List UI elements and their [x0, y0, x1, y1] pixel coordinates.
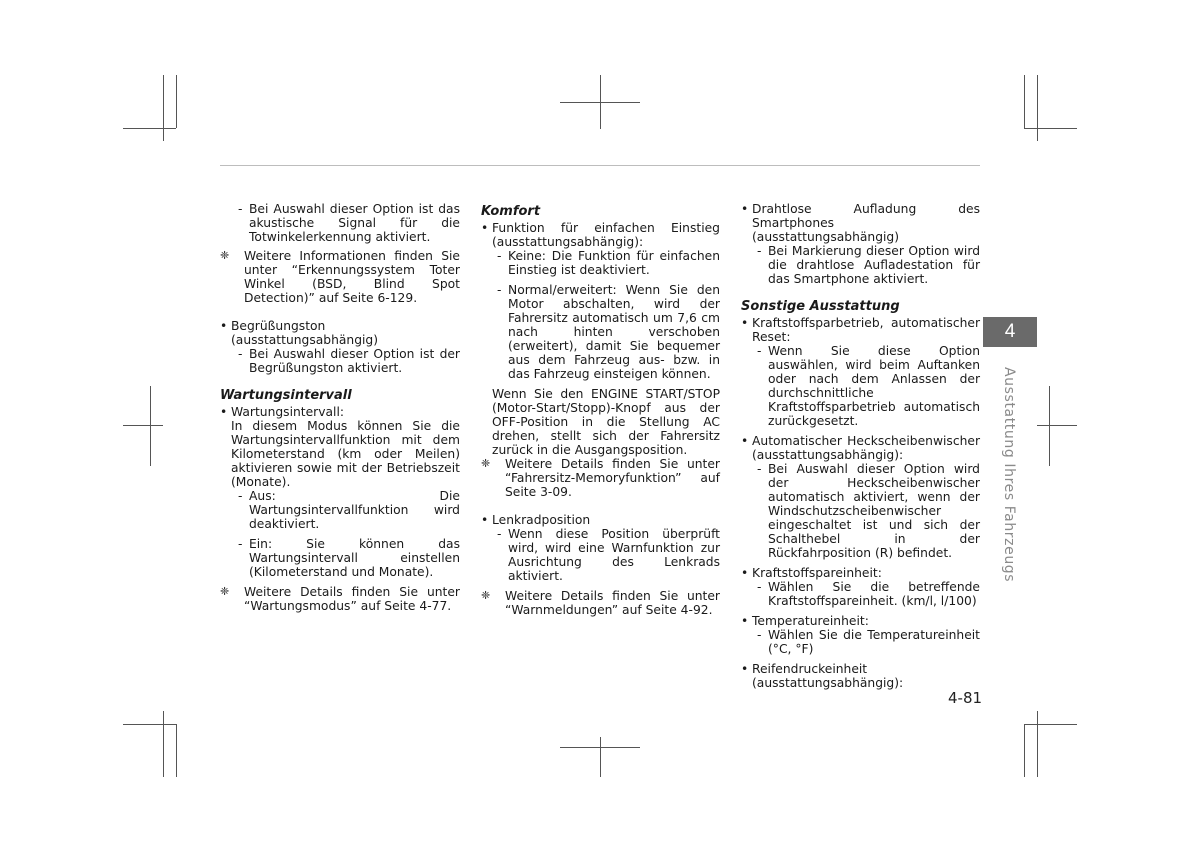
list-item-text: Wenn Sie diese Option auswählen, wird beim Auftanken oder nach dem Anlassen der durchschnittliche Kraftstoffsparbetrieb automatisch zurückgesetzt.	[768, 344, 980, 428]
bullet-marker: •	[220, 319, 228, 333]
note-text: Weitere Informationen finden Sie unter “Erkennungssystem Toter Winkel (BSD, Blind Spot Detection)” auf Seite 6-129.	[244, 249, 460, 305]
bullet-item	[481, 513, 720, 527]
list-item-text: Wählen Sie die betreffende Kraftstoffspareinheit. (km/l, l/100)	[768, 580, 980, 608]
bullet-item	[741, 434, 980, 462]
note-item	[220, 585, 460, 613]
section-heading: Sonstige Ausstattung	[741, 299, 900, 314]
list-item	[220, 489, 460, 531]
bullet-item	[741, 662, 980, 690]
dash-marker: -	[238, 202, 243, 216]
dash-marker: -	[497, 527, 502, 541]
bullet-text: Drahtlose Aufladung des Smartphones (ausstattungsabhängig)	[752, 202, 980, 244]
bullet-marker: •	[741, 614, 749, 628]
bullet-text: Temperatureinheit:	[752, 614, 869, 628]
column-3	[741, 202, 980, 690]
note-icon: ❈	[481, 457, 491, 470]
bullet-marker: •	[741, 202, 749, 216]
bullet-text: Lenkradposition	[492, 513, 591, 527]
dash-marker: -	[757, 628, 762, 642]
dash-marker: -	[238, 489, 243, 503]
list-item-text: Keine: Die Funktion für einfachen Einstieg ist deaktiviert.	[508, 249, 720, 277]
list-item-text: Aus: Die Wartungsintervallfunktion wird deaktiviert.	[249, 489, 460, 531]
list-item	[220, 537, 460, 579]
list-item-text: Normal/erweitert: Wenn Sie den Motor abschalten, wird der Fahrersitz automatisch um 7,6 cm nach hinten verschoben (erweitert), damit Sie bequemer aus dem Fahrzeug aus- bzw. in das Fahrzeug einsteigen können.	[508, 283, 720, 381]
list-item-text: Ein: Sie können das Wartungsintervall einstellen (Kilometerstand und Monate).	[249, 537, 460, 579]
chapter-title: Ausstattung Ihres Fahrzeugs	[1001, 367, 1017, 583]
column-1	[220, 202, 460, 613]
bullet-marker: •	[220, 405, 228, 419]
bullet-text: Reifendruckeinheit (ausstattungsabhängig):	[752, 662, 904, 690]
list-item-text: Wenn diese Position überprüft wird, wird eine Warnfunktion zur Ausrichtung des Lenkrads aktiviert.	[508, 527, 720, 583]
dash-marker: -	[497, 283, 502, 297]
list-item	[481, 527, 720, 583]
dash-marker: -	[757, 344, 762, 358]
list-item-text: Bei Auswahl dieser Option wird der Heckscheibenwischer automatisch aktiviert, wenn der Windschutzscheibenwischer eingeschaltet ist und sich der Schalthebel in der Rückfahrposition (R) befindet.	[768, 462, 980, 560]
bullet-item	[741, 566, 980, 580]
list-item-text: Bei Auswahl dieser Option ist der Begrüßungston aktiviert.	[249, 347, 460, 375]
bullet-text: Funktion für einfachen Einstieg (ausstattungsabhängig):	[492, 221, 720, 249]
list-item	[741, 462, 980, 560]
list-item	[741, 344, 980, 428]
bullet-item	[220, 405, 460, 419]
dash-marker: -	[238, 537, 243, 551]
bullet-marker: •	[481, 513, 489, 527]
bullet-marker: •	[741, 434, 749, 448]
page-number: 4-81	[948, 689, 983, 707]
bullet-marker: •	[481, 221, 489, 235]
list-item	[481, 283, 720, 381]
bullet-text: Kraftstoffsparbetrieb, automatischer Reset:	[752, 316, 980, 344]
bullet-item	[741, 614, 980, 628]
note-text: Weitere Details finden Sie unter “Fahrersitz-Memoryfunktion” auf Seite 3-09.	[505, 457, 720, 499]
bullet-marker: •	[741, 316, 749, 330]
bullet-text: Begrüßungston (ausstattungsabhängig)	[231, 319, 379, 347]
list-item-text: Bei Markierung dieser Option wird die drahtlose Aufladestation für das Smartphone aktiviert.	[768, 244, 980, 286]
dash-marker: -	[497, 249, 502, 263]
paragraph: In diesem Modus können Sie die Wartungsintervallfunktion mit dem Kilometerstand (km oder Meilen) aktivieren sowie mit der Betriebszeit (Monate).	[231, 419, 460, 489]
bullet-item	[220, 319, 460, 347]
bullet-text: Kraftstoffspareinheit:	[752, 566, 882, 580]
bullet-item	[741, 316, 980, 344]
bullet-item	[481, 221, 720, 249]
bullet-marker: •	[741, 566, 749, 580]
column-2	[481, 205, 720, 617]
list-item-text: Bei Auswahl dieser Option ist das akustische Signal für die Totwinkelerkennung aktiviert.	[249, 202, 460, 244]
note-icon: ❈	[220, 585, 230, 598]
paragraph: Wenn Sie den ENGINE START/STOP (Motor-Start/Stopp)-Knopf aus der OFF-Position in die Stellung AC drehen, stellt sich der Fahrersitz zurück in die Ausgangsposition.	[492, 387, 720, 457]
note-text: Weitere Details finden Sie unter “Wartungsmodus” auf Seite 4-77.	[244, 585, 460, 613]
bullet-text: Wartungsintervall:	[231, 405, 345, 419]
section-heading: Wartungsintervall	[220, 388, 352, 403]
list-item	[741, 244, 980, 286]
bullet-item	[741, 202, 980, 244]
header-rule	[220, 165, 980, 166]
list-item	[741, 580, 980, 608]
bullet-marker: •	[741, 662, 749, 676]
dash-marker: -	[757, 244, 762, 258]
list-item	[481, 249, 720, 277]
note-icon: ❈	[220, 249, 230, 262]
list-item	[220, 347, 460, 375]
list-item	[220, 202, 460, 244]
section-heading: Komfort	[481, 204, 541, 219]
bullet-text: Automatischer Heckscheibenwischer (ausstattungsabhängig):	[752, 434, 980, 462]
dash-marker: -	[757, 580, 762, 594]
note-item	[481, 457, 720, 499]
list-item-text: Wählen Sie die Temperatureinheit (°C, °F)	[768, 628, 980, 656]
dash-marker: -	[757, 462, 762, 476]
chapter-tab: 4	[983, 317, 1037, 347]
dash-marker: -	[238, 347, 243, 361]
list-item	[741, 628, 980, 656]
note-text: Weitere Details finden Sie unter “Warnmeldungen” auf Seite 4-92.	[505, 589, 720, 617]
note-item	[481, 589, 720, 617]
note-icon: ❈	[481, 589, 491, 602]
note-item	[220, 249, 460, 305]
